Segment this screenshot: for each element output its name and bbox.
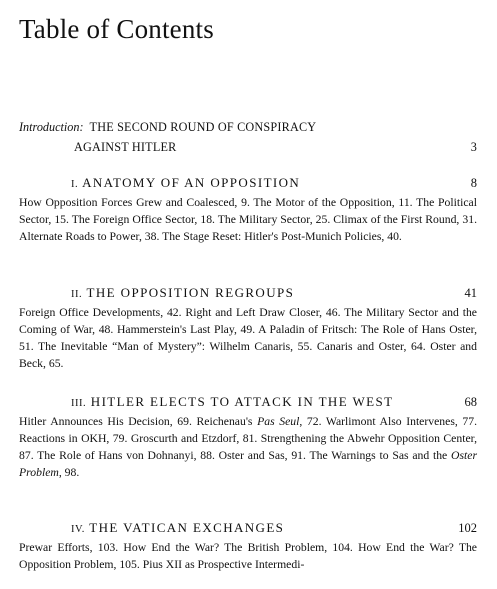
chapter-title: THE OPPOSITION REGROUPS xyxy=(86,285,295,300)
chapter-title: THE VATICAN EXCHANGES xyxy=(89,520,285,535)
chapter-numeral: IV. xyxy=(71,524,85,535)
introduction-label: Introduction: xyxy=(19,120,84,134)
chapter-entries: Hitler Announces His Decision, 69. Reichenau's Pas Seul, 72. Warlimont Also Intervenes, 77. Reactions in OKH, 79. Groscurth and Etzdorf, 81. Strengthening the Abwehr Opposition Center, 87. The Role of Hans von Dohnanyi, 88. Oster and Sas, 91. The Warnings to Sas and the Oster Problem, 98. xyxy=(19,415,478,479)
chapter-heading xyxy=(19,175,477,193)
chapter-page: 8 xyxy=(470,176,477,190)
chapter-heading xyxy=(19,394,477,412)
chapter-entries: Foreign Office Developments, 42. Right and Left Draw Closer, 46. The Military Sector and the Coming of War, 48. Hammerstein's Last Play, 49. A Paladin of Fritsch: The Role of Hans Oster, 51. The Inevitable “Man of Mystery”: Wilhelm Canaris, 55. Canaris and Oster, 64. Oster and Beck, 65. xyxy=(19,306,477,370)
introduction-title-line1: THE SECOND ROUND OF CONSPIRACY xyxy=(89,120,317,134)
chapter-3 xyxy=(19,394,477,481)
chapter-numeral: I. xyxy=(71,179,79,190)
chapter-page: 68 xyxy=(464,395,477,409)
chapter-heading xyxy=(19,285,477,303)
chapter-4 xyxy=(19,520,477,573)
chapter-numeral: II. xyxy=(71,289,83,300)
chapter-1 xyxy=(19,175,477,245)
chapter-page: 41 xyxy=(464,286,477,300)
italic-title-pas-seul: Pas Seul xyxy=(257,415,300,428)
chapter-heading xyxy=(19,520,477,538)
introduction-entry xyxy=(19,120,477,160)
page-title: Table of Contents xyxy=(19,14,214,44)
introduction-title-line2: AGAINST HITLER xyxy=(74,140,177,154)
chapter-title: ANATOMY OF AN OPPOSITION xyxy=(82,175,301,190)
chapter-numeral: III. xyxy=(71,398,87,409)
introduction-page: 3 xyxy=(470,140,477,154)
chapter-entries: How Opposition Forces Grew and Coalesced, 9. The Motor of the Opposition, 11. The Political Sector, 15. The Foreign Office Sector, 18. The Military Sector, 25. Climax of the First Round, 31. Alternate Roads to Power, 38. The Stage Reset: Hitler's Post-Munich Policies, 40. xyxy=(19,196,477,243)
chapter-entries: Prewar Efforts, 103. How End the War? The British Problem, 104. How End the War? The Opposition Problem, 105. Pius XII as Prospective Intermedi- xyxy=(19,541,477,571)
italic-title-oster-problem: Oster Problem xyxy=(19,449,477,479)
chapter-2 xyxy=(19,285,477,372)
chapter-title: HITLER ELECTS TO ATTACK IN THE WEST xyxy=(90,394,394,409)
chapter-page: 102 xyxy=(458,521,477,535)
